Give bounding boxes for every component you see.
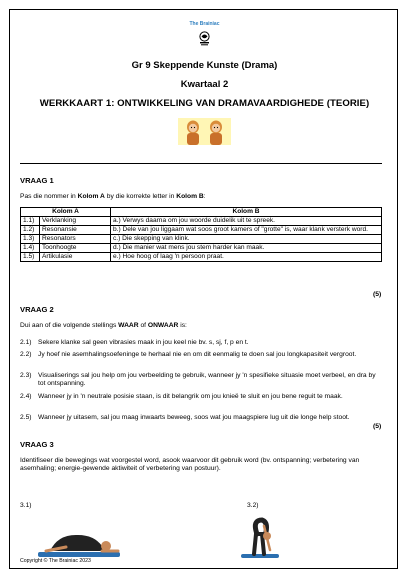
table-row bbox=[21, 235, 382, 244]
question-2-marks: (5) bbox=[373, 423, 382, 430]
question-1-instruction: Pas die nommer in Kolom A by die korrekte letter in Kolom B: bbox=[20, 193, 206, 200]
column-a-cell: Artikulasie bbox=[40, 253, 111, 262]
question-3-1-label: 3.1) bbox=[20, 502, 32, 509]
column-b-header: Kolom B bbox=[111, 208, 382, 217]
statement-item bbox=[20, 372, 382, 388]
statement-text: Wanneer jy in 'n neutrale posisie staan, is dit belangrik om jou knieë te sluit en jou bene reguit te maak. bbox=[38, 393, 343, 400]
statement-number: 2.1) bbox=[20, 339, 32, 346]
section-divider bbox=[20, 163, 382, 164]
brand-name: The Brainiac bbox=[189, 21, 220, 27]
statement-number: 2.2) bbox=[20, 351, 32, 358]
statement-number: 2.3) bbox=[20, 372, 32, 379]
matching-table bbox=[20, 207, 382, 262]
column-b-cell: d.) Die manier wat mens jou stem harder kan maak. bbox=[111, 244, 382, 253]
table-row bbox=[21, 217, 382, 226]
child-pose-figure bbox=[36, 520, 122, 560]
worksheet-title: WERKKAART 1: ONTWIKKELING VAN DRAMAVAARDIGHEDE (TEORIE) bbox=[39, 98, 370, 109]
statement-item bbox=[20, 414, 382, 422]
question-3-2-label: 3.2) bbox=[247, 502, 259, 509]
forward-fold-figure bbox=[240, 514, 280, 560]
question-1-heading: VRAAG 1 bbox=[20, 176, 54, 185]
question-3-instruction: Identifiseer die bewegings wat voorgestel word, asook waarvoor dit gebruik word (bv. ontspanning; verbetering van asemhaling; energie-gewende aktiwiteit of verbetering van postuur). bbox=[20, 457, 360, 473]
subject-heading: Gr 9 Skeppende Kunste (Drama) bbox=[131, 60, 278, 71]
column-a-header: Kolom A bbox=[21, 208, 111, 217]
row-number: 1.3) bbox=[21, 235, 40, 244]
row-number: 1.4) bbox=[21, 244, 40, 253]
row-number: 1.2) bbox=[21, 226, 40, 235]
column-a-cell: Resonators bbox=[40, 235, 111, 244]
table-row bbox=[21, 226, 382, 235]
table-row bbox=[21, 244, 382, 253]
children-illustration bbox=[178, 118, 231, 145]
statement-item bbox=[20, 351, 382, 359]
table-header-row bbox=[21, 208, 382, 217]
page-border bbox=[9, 9, 398, 569]
statement-text: Wanneer jy uitasem, sal jou maag inwaarts beweeg, soos wat jou maagspiere lug uit die longe help stoot. bbox=[38, 414, 350, 421]
column-b-cell: c.) Die skepping van klink. bbox=[111, 235, 382, 244]
statement-text: Sekere klanke sal geen vibrasies maak in jou keel nie bv. s, sj, f, p en t. bbox=[38, 339, 249, 346]
column-a-cell: Resonansie bbox=[40, 226, 111, 235]
row-number: 1.5) bbox=[21, 253, 40, 262]
table-row bbox=[21, 253, 382, 262]
column-b-cell: e.) Hoe hoog of laag 'n persoon praat. bbox=[111, 253, 382, 262]
row-number: 1.1) bbox=[21, 217, 40, 226]
statement-number: 2.5) bbox=[20, 414, 32, 421]
column-b-cell: a.) Verwys daarna om jou woorde duidelik uit te spreek. bbox=[111, 217, 382, 226]
statement-item bbox=[20, 393, 382, 401]
statement-text: Jy hoef nie asemhalingsoefeninge te herhaal nie en om dit eenmalig te doen sal jou longkapasiteit vergroot. bbox=[38, 351, 357, 358]
column-a-cell: Toonhoogte bbox=[40, 244, 111, 253]
question-3-heading: VRAAG 3 bbox=[20, 440, 54, 449]
column-a-cell: Verklanking bbox=[40, 217, 111, 226]
term-heading: Kwartaal 2 bbox=[180, 79, 229, 90]
statement-number: 2.4) bbox=[20, 393, 32, 400]
question-2-heading: VRAAG 2 bbox=[20, 305, 54, 314]
question-1-marks: (5) bbox=[373, 291, 382, 298]
statement-item bbox=[20, 339, 382, 347]
column-b-cell: b.) Dele van jou liggaam wat soos groot kamers of "grotte" is, waar klank versterk word. bbox=[111, 226, 382, 235]
question-2-instruction: Dui aan of die volgende stellings WAAR of ONWAAR is: bbox=[20, 322, 187, 329]
statement-text: Visualiserings sal jou help om jou verbeelding te gebruik, wanneer jy 'n spesifieke situasie moet verbeel, en dra by tot ontspanning. bbox=[38, 372, 376, 388]
copyright-footer: Copyright © The Brainiac 2023 bbox=[20, 558, 91, 564]
brainiac-logo bbox=[197, 31, 212, 47]
